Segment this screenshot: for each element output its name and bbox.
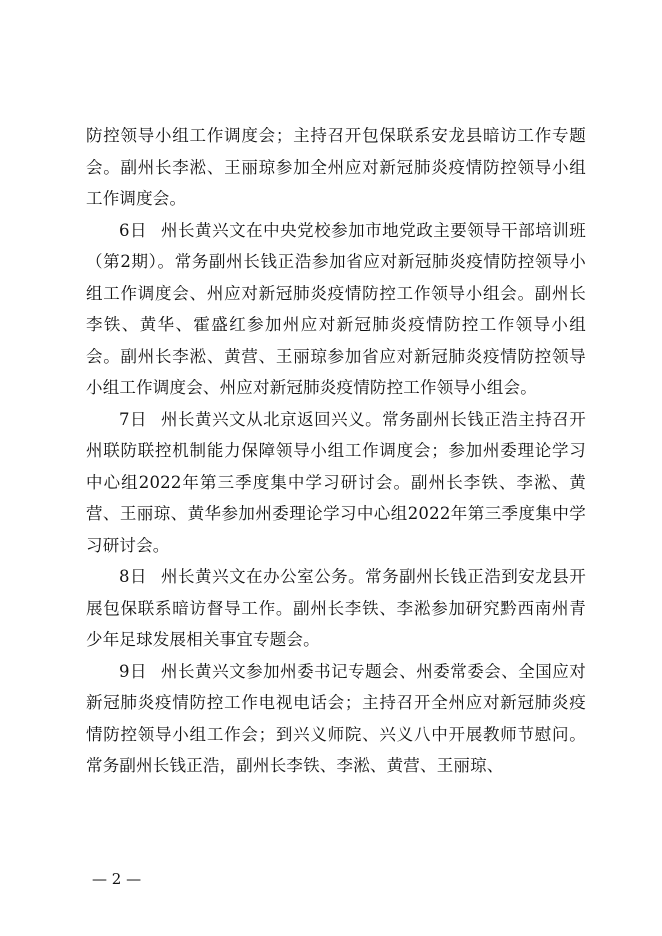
paragraph-day-6 xyxy=(86,215,586,404)
day-label: 9日 xyxy=(119,661,148,681)
paragraph-text: 州长黄兴文在中央党校参加市地党政主要领导干部培训班（第2期）。常务副州长钱正浩参加省应对新冠肺炎疫情防控领导小组工作调度会、州应对新冠肺炎疫情防控工作领导小组会。副州长李铁、黄华、霍盛红参加州应对新冠肺炎疫情防控工作领导小组会。副州长李淞、黄营、王丽琼参加省应对新冠肺炎疫情防控领导小组工作调度会、州应对新冠肺炎疫情防控工作领导小组会。 xyxy=(86,220,587,397)
page-number: — 2 — xyxy=(92,870,142,888)
day-label: 8日 xyxy=(119,567,148,586)
paragraph-day-8 xyxy=(86,561,586,656)
paragraph-text: 防控领导小组工作调度会；主持召开包保联系安龙县暗访工作专题会。副州长李淞、王丽琼参加全州应对新冠肺炎疫情防控领导小组工作调度会。 xyxy=(86,126,586,208)
day-label: 7日 xyxy=(119,409,148,429)
paragraph-continuation xyxy=(86,120,586,215)
paragraph-text: 州长黄兴文参加州委书记专题会、州委常委会、全国应对新冠肺炎疫情防控工作电视电话会；主持召开全州应对新冠肺炎疫情防控领导小组工作会；到兴义师院、兴义八中开展教师节慰问。常务副州长钱正浩，副州长李铁、李淞、黄营、王丽琼、 xyxy=(86,661,587,775)
day-label: 6日 xyxy=(119,220,148,240)
paragraph-text: 州长黄兴文在办公室公务。常务副州长钱正浩到安龙县开展包保联系暗访督导工作。副州长李铁、李淞参加研究黔西南州青少年足球发展相关事宜专题会。 xyxy=(86,567,587,649)
document-body xyxy=(86,120,586,782)
paragraph-day-9 xyxy=(86,656,586,782)
paragraph-text: 州长黄兴文从北京返回兴义。常务副州长钱正浩主持召开州联防联控机制能力保障领导小组工作调度会；参加州委理论学习中心组2022年第三季度集中学习研讨会。副州长李铁、李淞、黄营、王丽琼、黄华参加州委理论学习中心组2022年第三季度集中学习研讨会。 xyxy=(86,409,587,555)
paragraph-day-7 xyxy=(86,404,586,562)
